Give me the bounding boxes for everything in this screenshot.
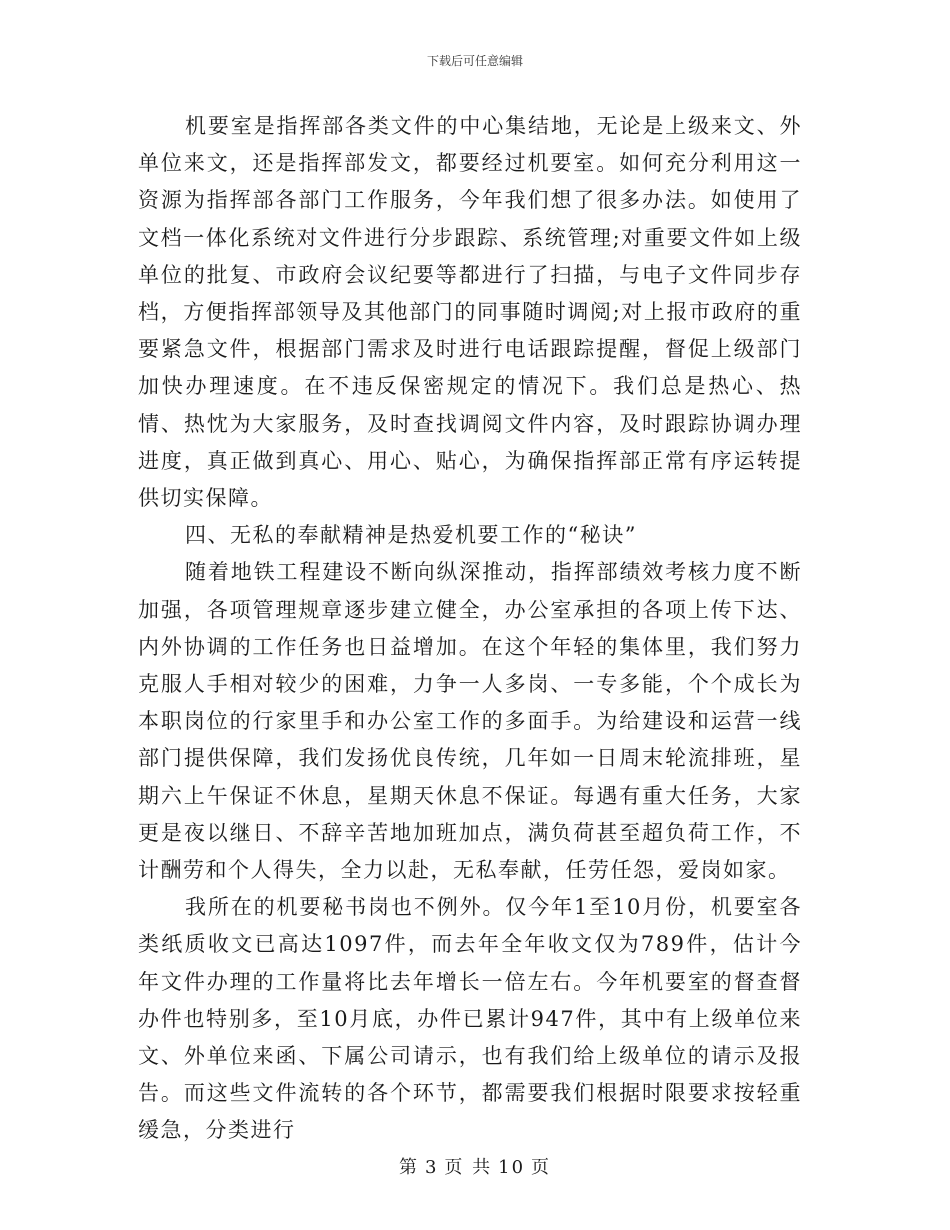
footer-prefix: 第 [398,1157,419,1178]
footer-suffix: 页 [531,1157,552,1178]
paragraph-archive-service: 机要室是指挥部各类文件的中心集结地，无论是上级来文、外单位来文，还是指挥部发文，都要经过机要室。如何充分利用这一资源为指挥部各部门工作服务，今年我们想了很多办法。如使用了文档一体化系统对文件进行分步跟踪、系统管理;对重要文件如上级单位的批复、市政府会议纪要等都进行了扫描，与电子文件同步存档，方便指挥部领导及其他部门的同事随时调阅;对上报市政府的重要紧急文件，根据部门需求及时进行电话跟踪提醒，督促上级部门加快办理速度。在不违反保密规定的情况下。我们总是热心、热情、热忱为大家服务，及时查找调阅文件内容，及时跟踪协调办理进度，真正做到真心、用心、贴心，为确保指挥部正常有序运转提供切实保障。 [138,114,802,511]
footer-current-page: 3 [424,1157,439,1178]
page-header-note: 下载后可任意编辑 [426,54,523,68]
document-body [138,108,802,1150]
paragraph-team-dedication: 随着地铁工程建设不断向纵深推动，指挥部绩效考核力度不断加强，各项管理规章逐步建立健全，办公室承担的各项上传下达、内外协调的工作任务也日益增加。在这个年轻的集体里，我们努力克服人手相对较少的困难，力争一人多岗、一专多能，个个成长为本职岗位的行家里手和办公室工作的多面手。为给建设和运营一线部门提供保障，我们发扬优良传统，几年如一日周末轮流排班，星期六上午保证不休息，星期天休息不保证。每遇有重大任务，大家更是夜以继日、不辞辛苦地加班加点，满负荷甚至超负荷工作，不计酬劳和个人得失，全力以赴，无私奉献，任劳任怨，爱岗如家。 [138,560,802,883]
page-number-footer [0,1153,950,1179]
paragraph-workload-stats: 我所在的机要秘书岗也不例外。仅今年1至10月份，机要室各类纸质收文已高达1097件，而去年全年收文仅为789件，估计今年文件办理的工作量将比去年增长一倍左右。今年机要室的督查督办件也特别多，至10月底，办件已累计947件，其中有上级单位来文、外单位来函、下属公司请示，也有我们给上级单位的请示及报告。而这些文件流转的各个环节，都需要我们根据时限要求按轻重缓急，分类进行 [138,895,802,1143]
section-heading-dedication: 四、无私的奉献精神是热爱机要工作的“秘诀” [185,523,637,548]
footer-middle: 页 共 [444,1157,493,1178]
footer-total-pages: 10 [498,1157,526,1178]
